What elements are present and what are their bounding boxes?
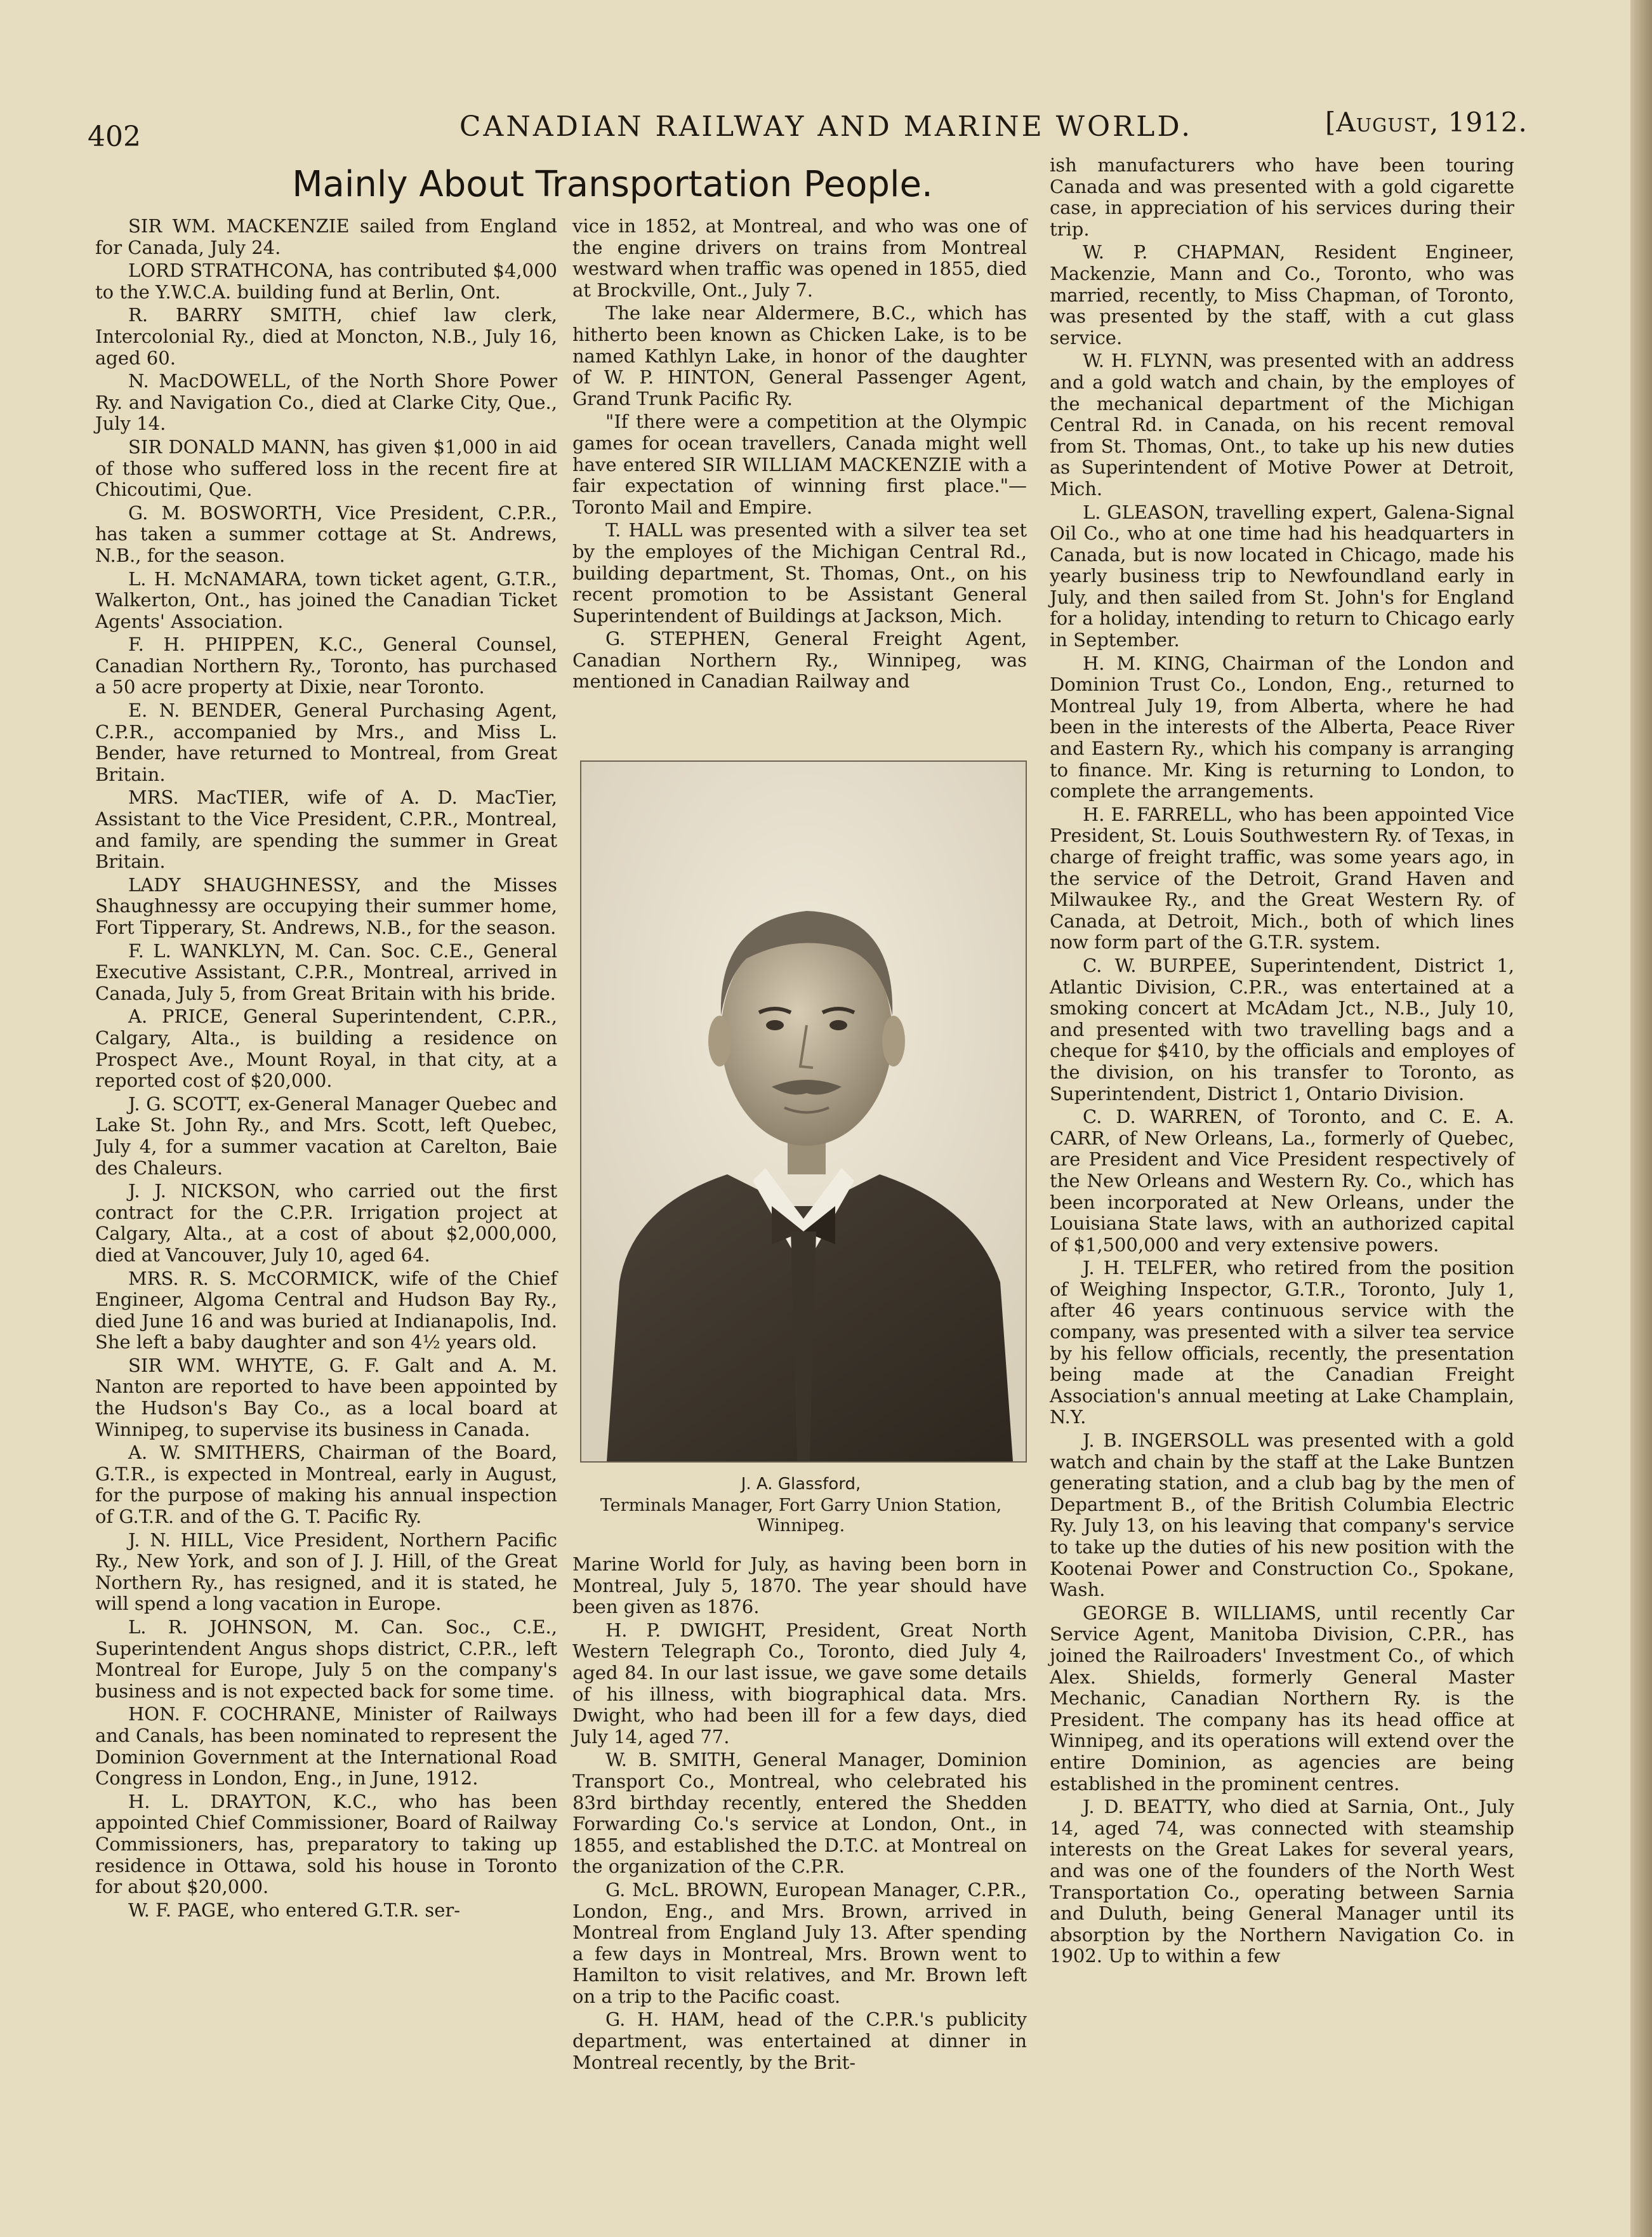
paragraph: L. R. JOHNSON, M. Can. Soc., C.E., Superintendent Angus shops district, C.P.R., left Montreal for Europe, July 5 on the company's business and is not expected back for some time. [95, 1616, 557, 1702]
paragraph: H. L. DRAYTON, K.C., who has been appointed Chief Commissioner, Board of Railway Commissioners, has, preparatory to taking up residence in Ottawa, sold his house in Toronto for about $20,000. [95, 1790, 557, 1898]
paragraph: L. H. McNAMARA, town ticket agent, G.T.R., Walkerton, Ont., has joined the Canadian Ticket Agents' Association. [95, 568, 557, 632]
portrait-image [581, 762, 1026, 1461]
paragraph: L. GLEASON, travelling expert, Galena-Signal Oil Co., who at one time had his headquarters in Canada, but is now located in Chicago, made his yearly business trip to Newfoundland early in July, and then sailed from St. John's for England for a holiday, intending to return to Chicago early in September. [1050, 501, 1514, 651]
paragraph: G. H. HAM, head of the C.P.R.'s publicity department, was entertained at dinner in Montreal recently, by the Brit- [572, 2008, 1027, 2073]
paragraph: SIR WM. MACKENZIE sailed from England for Canada, July 24. [95, 215, 557, 258]
paragraph: HON. F. COCHRANE, Minister of Railways and Canals, has been nominated to represent the Dominion Government at the International Road Congress in London, Eng., in June, 1912. [95, 1703, 557, 1789]
paragraph: J. D. BEATTY, who died at Sarnia, Ont., July 14, aged 74, was connected with steamship interests on the Great Lakes for several years, and was one of the founders of the North West Transportation Co., operating between Sarnia and Duluth, being General Manager until its absorption by the Northern Navigation Co. in 1902. Up to within a few [1050, 1796, 1514, 1967]
paragraph: W. F. PAGE, who entered G.T.R. ser- [128, 1899, 461, 1921]
paragraph: E. N. BENDER, General Purchasing Agent, C.P.R., accompanied by Mrs., and Miss L. Bender, have returned to Montreal, from Great Britain. [95, 700, 557, 785]
column-2-bottom [572, 1554, 1027, 2075]
paragraph: F. H. PHIPPEN, K.C., General Counsel, Canadian Northern Ry., Toronto, has purchased a 50 acre property at Dixie, near Toronto. [95, 634, 557, 698]
paragraph: MRS. R. S. McCORMICK, wife of the Chief Engineer, Algoma Central and Hudson Bay Ry., died June 16 and was buried at Indianapolis, Ind. She left a baby daughter and son 4½ years old. [95, 1267, 557, 1353]
paragraph: LORD STRATHCONA, has contributed $4,000 to the Y.W.C.A. building fund at Berlin, Ont. [95, 260, 557, 303]
paragraph: LADY SHAUGHNESSY, and the Misses Shaughnessy are occupying their summer home, Fort Tipperary, St. Andrews, N.B., for the season. [95, 873, 557, 938]
column-2-top [572, 216, 1027, 694]
paragraph: H. E. FARRELL, who has been appointed Vice President, St. Louis Southwestern Ry. of Texas, in charge of freight traffic, was some years ago, in the service of the Detroit, Grand Haven and Milwaukee Ry., and the Great Western Ry. of Canada, at Detroit, Mich., both of which lines now form part of the G.T.R. system. [1050, 803, 1514, 953]
paragraph: H. M. KING, Chairman of the London and Dominion Trust Co., London, Eng., returned to Montreal July 19, from Alberta, where he had been in the interests of the Alberta, Peace River and Eastern Ry., which his company is arranging to finance. Mr. King is returning to London, to complete the arrangements. [1050, 652, 1514, 802]
paragraph: H. P. DWIGHT, President, Great North Western Telegraph Co., Toronto, died July 4, aged 84. In our last issue, we gave some details of his illness, with biographical data. Mrs. Dwight, who had been ill for a few days, died July 14, aged 77. [572, 1619, 1027, 1748]
paragraph: ish manufacturers who have been touring Canada and was presented with a gold cigarette case, in appreciation of his services during their trip. [1050, 154, 1514, 240]
paragraph: N. MacDOWELL, of the North Shore Power Ry. and Navigation Co., died at Clarke City, Que., July 14. [95, 370, 557, 435]
paragraph: A. PRICE, General Superintendent, C.P.R., Calgary, Alta., is building a residence on Prospect Ave., Mount Royal, in that city, at a reported cost of $20,000. [95, 1006, 557, 1092]
paragraph: SIR DONALD MANN, has given $1,000 in aid of those who suffered loss in the recent fire at Chicoutimi, Que. [95, 435, 557, 501]
journal-title: CANADIAN RAILWAY AND MARINE WORLD. [459, 110, 1193, 143]
paragraph: R. BARRY SMITH, chief law clerk, Intercolonial Ry., died at Moncton, N.B., July 16, aged 60. [95, 304, 557, 369]
paragraph: GEORGE B. WILLIAMS, until recently Car Service Agent, Manitoba Division, C.P.R., has joined the Railroaders' Investment Co., of which Alex. Shields, formerly General Master Mechanic, Canadian Northern Ry. is the President. The company has its head office at Winnipeg, and its operations will extend over the entire Dominion, as agencies are being established in the prominent centres. [1050, 1602, 1514, 1795]
paragraph: A. W. SMITHERS, Chairman of the Board, G.T.R., is expected in Montreal, early in August, for the purpose of making his annual inspection of G.T.R. and of the G. T. Pacific Ry. [95, 1442, 557, 1528]
paragraph: G. M. BOSWORTH, Vice President, C.P.R., has taken a summer cottage at St. Andrews, N.B., for the season. [95, 501, 557, 566]
paragraph: W. B. SMITH, General Manager, Dominion Transport Co., Montreal, who celebrated his 83rd birthday recently, entered the Shedden Forwarding Co.'s service at London, Ont., in 1855, and established the D.T.C. at Montreal on the organization of the C.P.R. [572, 1749, 1027, 1878]
paragraph: Marine World for July, as having been born in Montreal, July 5, 1870. The year should have been given as 1876. [572, 1553, 1027, 1618]
paragraph: J. J. NICKSON, who carried out the first contract for the C.P.R. Irrigation project at Calgary, Alta., at a cost of about $2,000,000, died at Vancouver, July 10, aged 64. [95, 1180, 557, 1266]
paragraph: "If there were a competition at the Olympic games for ocean travellers, Canada might well have entered SIR WILLIAM MACKENZIE with a fair expectation of winning first place."—Toronto Mail and Empire. [572, 411, 1027, 518]
paragraph: W. H. FLYNN, was presented with an address and a gold watch and chain, by the employes of the mechanical department of the Michigan Central Rd. in Canada, on his recent removal from St. Thomas, Ont., to take up his new duties as Superintendent of Motive Power at Detroit, Mich. [1050, 350, 1514, 500]
portrait-photo [580, 760, 1027, 1463]
page-edge-shadow [1630, 0, 1652, 2237]
paragraph: F. L. WANKLYN, M. Can. Soc. C.E., General Executive Assistant, C.P.R., Montreal, arrived in Canada, July 5, from Great Britain with his bride. [95, 939, 557, 1004]
paragraph: J. N. HILL, Vice President, Northern Pacific Ry., New York, and son of J. J. Hill, of the Great Northern Ry., has resigned, and it is stated, he will spend a long vacation in Europe. [95, 1529, 557, 1615]
paragraph: J. H. TELFER, who retired from the position of Weighing Inspector, G.T.R., Toronto, July 1, after 46 years continuous service with the company, was presented with a silver tea service by his fellow officials, recently, the presentation being made at the Canadian Freight Association's annual meeting at Lake Champlain, N.Y. [1050, 1257, 1514, 1428]
paragraph: The lake near Aldermere, B.C., which has hitherto been known as Chicken Lake, is to be named Kathlyn Lake, in honor of the daughter of W. P. HINTON, General Passenger Agent, Grand Trunk Pacific Ry. [572, 302, 1027, 409]
photo-caption [575, 1474, 1027, 1536]
caption-name: J. A. Glassford, [741, 1475, 861, 1494]
paragraph: G. STEPHEN, General Freight Agent, Canadian Northern Ry., Winnipeg, was mentioned in Canadian Railway and [572, 628, 1027, 693]
paragraph: J. G. SCOTT, ex-General Manager Quebec and Lake St. John Ry., and Mrs. Scott, left Quebec, July 4, for a summer vacation at Carelton, Baie des Chaleurs. [95, 1092, 557, 1179]
paragraph: G. McL. BROWN, European Manager, C.P.R., London, Eng., and Mrs. Brown, arrived in Montreal from England July 13. After spending a few days in Montreal, Mrs. Brown went to Hamilton to visit relatives, and Mr. Brown left on a trip to the Pacific coast. [572, 1878, 1027, 2007]
paragraph: C. W. BURPEE, Superintendent, District 1, Atlantic Division, C.P.R., was entertained at a smoking concert at McAdam Jct., N.B., July 10, and presented with two travelling bags and a cheque for $410, by the officials and employes of the division, on his transfer to Toronto, as Superintendent, District 1, Ontario Division. [1050, 954, 1514, 1105]
running-header [0, 102, 1652, 152]
caption-title: Terminals Manager, Fort Garry Union Station, Winnipeg. [600, 1496, 1002, 1536]
column-1 [95, 216, 557, 1923]
issue-date: [August, 1912. [1325, 107, 1528, 138]
paragraph: W. P. CHAPMAN, Resident Engineer, Mackenzie, Mann and Co., Toronto, who was married, recently, to Miss Chapman, of Toronto, was presented by the staff, with a cut glass service. [1050, 241, 1514, 348]
paragraph: C. D. WARREN, of Toronto, and C. E. A. CARR, of New Orleans, La., formerly of Quebec, are President and Vice President respectively of the New Orleans and Western Ry. Co., which has been incorporated at New Orleans, under the Louisiana State laws, with an authorized capital of $1,500,000 and very extensive powers. [1050, 1106, 1514, 1256]
paragraph: MRS. MacTIER, wife of A. D. MacTier, Assistant to the Vice President, C.P.R., Montreal, and family, are spending the summer in Great Britain. [95, 787, 557, 873]
paragraph: vice in 1852, at Montreal, and who was one of the engine drivers on trains from Montreal westward when traffic was opened in 1855, died at Brockville, Ont., July 7. [572, 215, 1027, 301]
paragraph: T. HALL was presented with a silver tea set by the employes of the Michigan Central Rd., building department, St. Thomas, Ont., on his recent promotion to be Assistant General Superintendent of Buildings at Jackson, Mich. [572, 519, 1027, 627]
paragraph: SIR WM. WHYTE, G. F. Galt and A. M. Nanton are reported to have been appointed by the Hudson's Bay Co., as a local board at Winnipeg, to supervise its business in Canada. [95, 1354, 557, 1440]
paragraph: J. B. INGERSOLL was presented with a gold watch and chain by the staff at the Lake Buntzen generating station, and a club bag by the men of Department B., of the British Columbia Electric Ry. July 13, on his leaving that company's service to take up the duties of his new position with the Kootenai Power and Construction Co., Spokane, Wash. [1050, 1430, 1514, 1601]
article-headline: Mainly About Transportation People. [292, 164, 933, 205]
column-3 [1050, 155, 1514, 1969]
page-number: 402 [88, 121, 141, 153]
